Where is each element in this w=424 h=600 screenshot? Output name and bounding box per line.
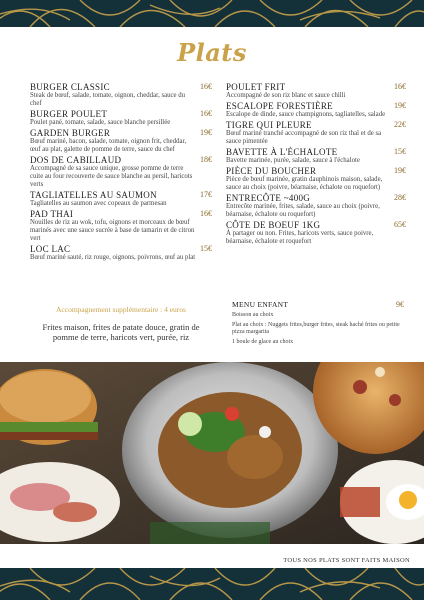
menu-item — [226, 220, 406, 246]
item-price: 16€ — [394, 82, 406, 91]
item-description: Bœuf mariné, bacon, salade, tomate, oignon frit, cheddar, œuf au plat, galette de pomme de terre, sauce du chef — [30, 138, 187, 153]
item-price: 15€ — [394, 147, 406, 156]
item-price: 28€ — [394, 193, 406, 202]
item-name: DOS DE CABILLAUD — [30, 155, 122, 165]
item-description: Nouilles de riz au wok, tofu, oignons et morceaux de bœuf marinés avec une sauce sucrée à base de tamarin et de citron vert — [30, 219, 195, 242]
item-description: À partager ou non. Frites, haricots verts, sauce poivre, béarnaise, échalote et roquefort — [226, 230, 374, 245]
kids-menu-price: 9€ — [396, 300, 404, 309]
menu-item — [226, 193, 406, 219]
item-name: POULET FRIT — [226, 82, 286, 92]
item-name: ESCALOPE FORESTIÈRE — [226, 101, 333, 111]
kids-menu-name: MENU ENFANT — [232, 300, 289, 309]
menu-item — [30, 244, 212, 262]
item-name: PIÈCE DU BOUCHER — [226, 166, 317, 176]
item-name: TAGLIATELLES AU SAUMON — [30, 190, 157, 200]
top-decorative-band — [0, 0, 424, 27]
item-description: Bœuf mariné sauté, riz rouge, oignons, poivrons, œuf au plat — [30, 254, 196, 261]
item-name: LOC LAC — [30, 244, 71, 254]
menu-item — [30, 155, 212, 189]
menu-item — [30, 82, 212, 108]
item-price: 18€ — [200, 155, 212, 164]
item-price: 16€ — [200, 82, 212, 91]
item-description: Bœuf mariné tranché accompagné de son riz thaï et de sa sauce pimentée — [226, 130, 382, 145]
bottom-decorative-band — [0, 568, 424, 600]
menu-item — [30, 109, 212, 127]
food-photo — [0, 362, 424, 544]
item-price: 65€ — [394, 220, 406, 229]
item-name: BAVETTE À L'ÉCHALOTE — [226, 147, 338, 157]
item-price: 19€ — [394, 101, 406, 110]
item-description: Accompagné de sa sauce unique, grosse pomme de terre cuite au four recouverte de sauce blanche au persil, haricots verts — [30, 165, 193, 188]
item-price: 19€ — [200, 128, 212, 137]
item-name: BURGER CLASSIC — [30, 82, 110, 92]
right-menu-column — [226, 82, 406, 247]
item-description: Pièce de bœuf marinée, gratin dauphinois maison, salade, sauce au choix (poivre, béarnaise, échalote ou roquefort) — [226, 176, 383, 191]
item-description: Poulet pané, tomate, salade, sauce blanche persillée — [30, 119, 171, 126]
item-price: 17€ — [200, 190, 212, 199]
menu-item — [30, 209, 212, 243]
item-name: PAD THAI — [30, 209, 74, 219]
item-description: Entrecôte marinée, frites, salade, sauce au choix (poivre, béarnaise, échalote ou roquefort) — [226, 203, 380, 218]
item-price: 19€ — [394, 166, 406, 175]
item-description: Steak de bœuf, salade, tomate, oignon, cheddar, sauce du chef — [30, 92, 186, 107]
item-description: Bavette marinée, purée, salade, sauce à l'échalote — [226, 157, 360, 164]
kids-menu-line: 1 boule de glace au choix — [232, 338, 294, 345]
item-price: 16€ — [200, 209, 212, 218]
item-description: Escalope de dinde, sauce champignons, tagliatelles, salade — [226, 111, 386, 118]
left-menu-column — [30, 82, 212, 263]
item-name: BURGER POULET — [30, 109, 108, 119]
kids-menu-line: Boisson au choix — [232, 312, 274, 318]
menu-item — [226, 147, 406, 165]
supplement-title: Accompagnement supplémentaire : 4 euros — [56, 305, 186, 314]
footer-note: TOUS NOS PLATS SONT FAITS MAISON — [283, 557, 410, 564]
item-price: 15€ — [200, 244, 212, 253]
item-description: Tagliatelles au saumon avec copeaux de parmesan — [30, 200, 167, 207]
menu-item — [30, 190, 212, 208]
item-name: CÔTE DE BOEUF 1KG — [226, 220, 321, 230]
page-title: Plats — [177, 38, 247, 67]
item-name: GARDEN BURGER — [30, 128, 111, 138]
menu-item — [226, 166, 406, 192]
item-description: Accompagné de son riz blanc et sauce chilli — [226, 92, 346, 99]
menu-item — [226, 120, 406, 146]
menu-item — [30, 128, 212, 154]
item-price: 22€ — [394, 120, 406, 129]
item-name: ENTRECÔTE ~400G — [226, 193, 311, 203]
item-name: TIGRE QUI PLEURE — [226, 120, 312, 130]
item-price: 16€ — [200, 109, 212, 118]
menu-item — [226, 101, 406, 119]
supplement-description: Frites maison, frites de patate douce, gratin de pomme de terre, haricots vert, purée, riz — [42, 322, 200, 342]
kids-menu-line: Plat au choix : Nuggets frites,burger frites, steak haché frites ou petite pizza margarita — [232, 321, 400, 335]
kids-menu — [232, 300, 404, 346]
menu-item — [226, 82, 406, 100]
